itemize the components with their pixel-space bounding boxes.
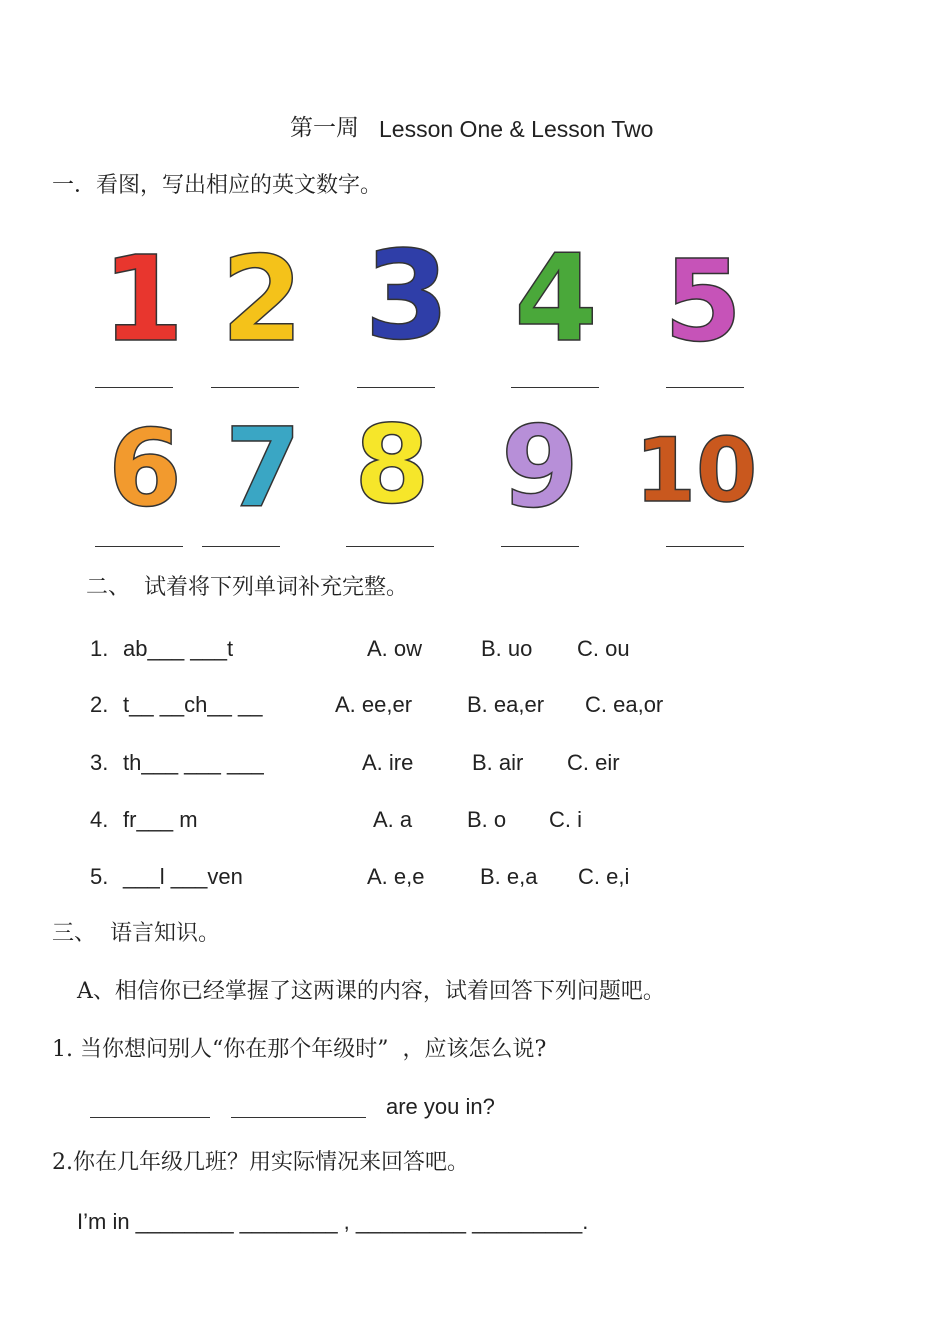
option-a[interactable]: A. a (373, 807, 413, 832)
section3-subheading: A、相信你已经掌握了这两课的内容，试着回答下列问题吧。 (77, 979, 665, 1004)
answer-blank-1[interactable] (95, 387, 173, 388)
answer-blank-4[interactable] (511, 387, 599, 388)
number-5-illustration (664, 230, 742, 367)
number-7-illustration (224, 402, 307, 532)
q1-blank-2[interactable] (231, 1117, 366, 1118)
item-number: 1. (90, 636, 109, 661)
option-c[interactable]: C. e,i (578, 864, 630, 889)
title-english: Lesson One & Lesson Two (379, 116, 654, 142)
section1-heading: 一．看图，写出相应的英文数字。 (52, 173, 383, 198)
answer-blank-8[interactable] (346, 546, 434, 547)
option-b[interactable]: B. e,a (480, 864, 538, 889)
number-2-glyph: 2 (220, 230, 304, 368)
answer-blank-7[interactable] (202, 546, 280, 547)
answer-blank-9[interactable] (501, 546, 579, 547)
option-b[interactable]: B. air (472, 750, 524, 775)
item-number: 3. (90, 750, 109, 775)
q1-answer-text: are you in? (386, 1094, 495, 1119)
option-c[interactable]: C. eir (567, 750, 620, 775)
number-2-illustration (215, 228, 310, 368)
number-9-glyph: 9 (501, 403, 579, 533)
item-word: fr___ m (123, 807, 198, 832)
item-number: 4. (90, 807, 109, 832)
number-1-illustration (101, 228, 185, 368)
item-word: ab___ ___t (123, 636, 234, 661)
number-4-glyph: 4 (514, 230, 598, 369)
number-10-illustration (634, 405, 758, 522)
number-5-glyph: 5 (664, 237, 742, 367)
answer-blank-5[interactable] (666, 387, 744, 388)
item-word: ___l ___ven (123, 864, 243, 889)
item-word: t__ __ch__ __ (123, 692, 263, 717)
number-8-glyph: 8 (354, 403, 430, 528)
question-1: 1. 当你想问别人“你在那个年级时” ，应该怎么说? (52, 1037, 547, 1062)
item-number: 2. (90, 692, 109, 717)
option-c[interactable]: C. ea,or (585, 692, 664, 717)
answer-blank-2[interactable] (211, 387, 299, 388)
item-number: 5. (90, 864, 109, 889)
option-a[interactable]: A. ire (362, 750, 414, 775)
option-c[interactable]: C. i (549, 807, 582, 832)
question-2: 2.你在几年级几班？用实际情况来回答吧。 (52, 1150, 469, 1175)
section2-heading: 二、 试着将下列单词补充完整。 (86, 575, 408, 600)
option-a[interactable]: A. ow (367, 636, 423, 661)
answer-blank-6[interactable] (95, 546, 183, 547)
title-chinese: 第一周 (290, 115, 359, 141)
number-6-glyph: 6 (108, 407, 182, 530)
option-a[interactable]: A. ee,er (335, 692, 413, 717)
number-9-illustration (488, 402, 588, 533)
option-c[interactable]: C. ou (577, 636, 630, 661)
number-4-illustration (508, 222, 598, 369)
item-word: th___ ___ ___ (123, 750, 264, 775)
number-3-glyph: 3 (364, 225, 450, 367)
answer-blank-3[interactable] (357, 387, 435, 388)
option-b[interactable]: B. uo (481, 636, 533, 661)
number-6-illustration (97, 405, 194, 530)
answer-blank-10[interactable] (666, 546, 744, 547)
number-1-glyph: 1 (101, 230, 185, 368)
q2-answer-line[interactable]: I’m in ________ ________ , _________ _________. (77, 1209, 589, 1234)
number-7-glyph: 7 (224, 404, 302, 532)
number-10-glyph: 10 (634, 419, 758, 522)
option-a[interactable]: A. e,e (367, 864, 425, 889)
option-b[interactable]: B. o (467, 807, 507, 832)
q1-blank-1[interactable] (90, 1117, 210, 1118)
option-b[interactable]: B. ea,er (467, 692, 545, 717)
number-8-illustration (346, 402, 438, 528)
section3-heading: 三、 语言知识。 (52, 921, 220, 946)
number-3-illustration (360, 222, 455, 367)
